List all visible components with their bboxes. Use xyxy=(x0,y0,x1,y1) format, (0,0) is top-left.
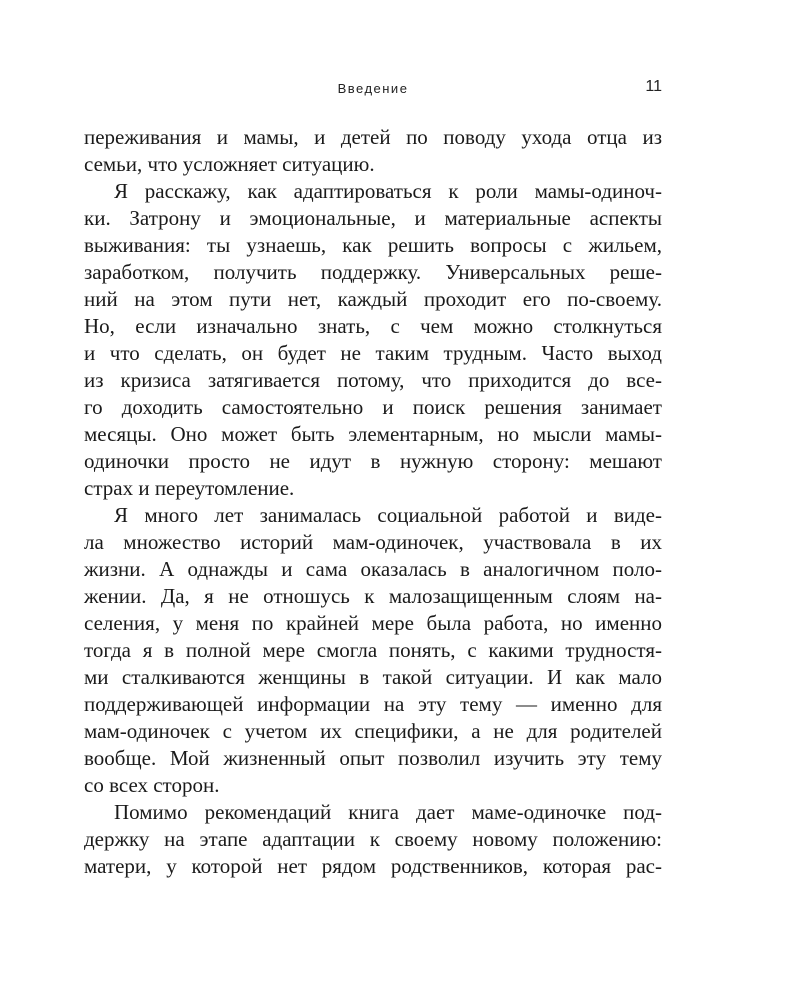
text-line: выживания: ты узнаешь, как решить вопросы с жильем, xyxy=(84,233,662,257)
text-line: и что сделать, он будет не таким трудным. Часто выход xyxy=(84,341,662,365)
text-line: Я много лет занималась социальной работой и виде- xyxy=(114,503,662,527)
text-line: го доходить самостоятельно и поиск решения занимает xyxy=(84,395,662,419)
paragraph xyxy=(84,799,662,880)
text-line: страх и переутомление. xyxy=(84,476,295,500)
text-line: поддерживающей информации на эту тему — именно для xyxy=(84,692,662,716)
text-line: матери, у которой нет рядом родственников, которая рас- xyxy=(84,854,662,878)
text-line: со всех сторон. xyxy=(84,773,220,797)
text-line: месяцы. Оно может быть элементарным, но мысли мамы- xyxy=(84,422,662,446)
text-line: из кризиса затягивается потому, что приходится до все- xyxy=(84,368,662,392)
text-line: ки. Затрону и эмоциональные, и материальные аспекты xyxy=(84,206,662,230)
text-line: тогда я в полной мере смогла понять, с какими трудностя- xyxy=(84,638,662,662)
text-line: держку на этапе адаптации к своему новому положению: xyxy=(84,827,662,851)
text-line: ла множество историй мам-одиночек, участвовала в их xyxy=(84,530,662,554)
page-number: 11 xyxy=(645,78,662,95)
text-line: мам-одиночек с учетом их специфики, а не для родителей xyxy=(84,719,662,743)
text-line: жизни. А однажды и сама оказалась в аналогичном поло- xyxy=(84,557,662,581)
text-line: селения, у меня по крайней мере была работа, но именно xyxy=(84,611,662,635)
text-line: ми сталкиваются женщины в такой ситуации. И как мало xyxy=(84,665,662,689)
text-line: вообще. Мой жизненный опыт позволил изучить эту тему xyxy=(84,746,662,770)
running-title: Введение xyxy=(337,81,409,96)
paragraph xyxy=(84,502,662,799)
text-line: заработком, получить поддержку. Универсальных реше- xyxy=(84,260,662,284)
text-line: Помимо рекомендаций книга дает маме-одиночке под- xyxy=(114,800,662,824)
paragraph xyxy=(84,124,662,178)
paragraph xyxy=(84,178,662,502)
text-line: жении. Да, я не отношусь к малозащищенным слоям на- xyxy=(84,584,662,608)
text-line: переживания и мамы, и детей по поводу ухода отца из xyxy=(84,125,662,149)
running-header xyxy=(84,78,662,100)
text-line: ний на этом пути нет, каждый проходит его по-своему. xyxy=(84,287,662,311)
text-line: Но, если изначально знать, с чем можно столкнуться xyxy=(84,314,662,338)
text-line: семьи, что усложняет ситуацию. xyxy=(84,152,375,176)
text-line: одиночки просто не идут в нужную сторону: мешают xyxy=(84,449,662,473)
text-line: Я расскажу, как адаптироваться к роли мамы-одиноч- xyxy=(114,179,662,203)
body-text xyxy=(84,124,662,880)
